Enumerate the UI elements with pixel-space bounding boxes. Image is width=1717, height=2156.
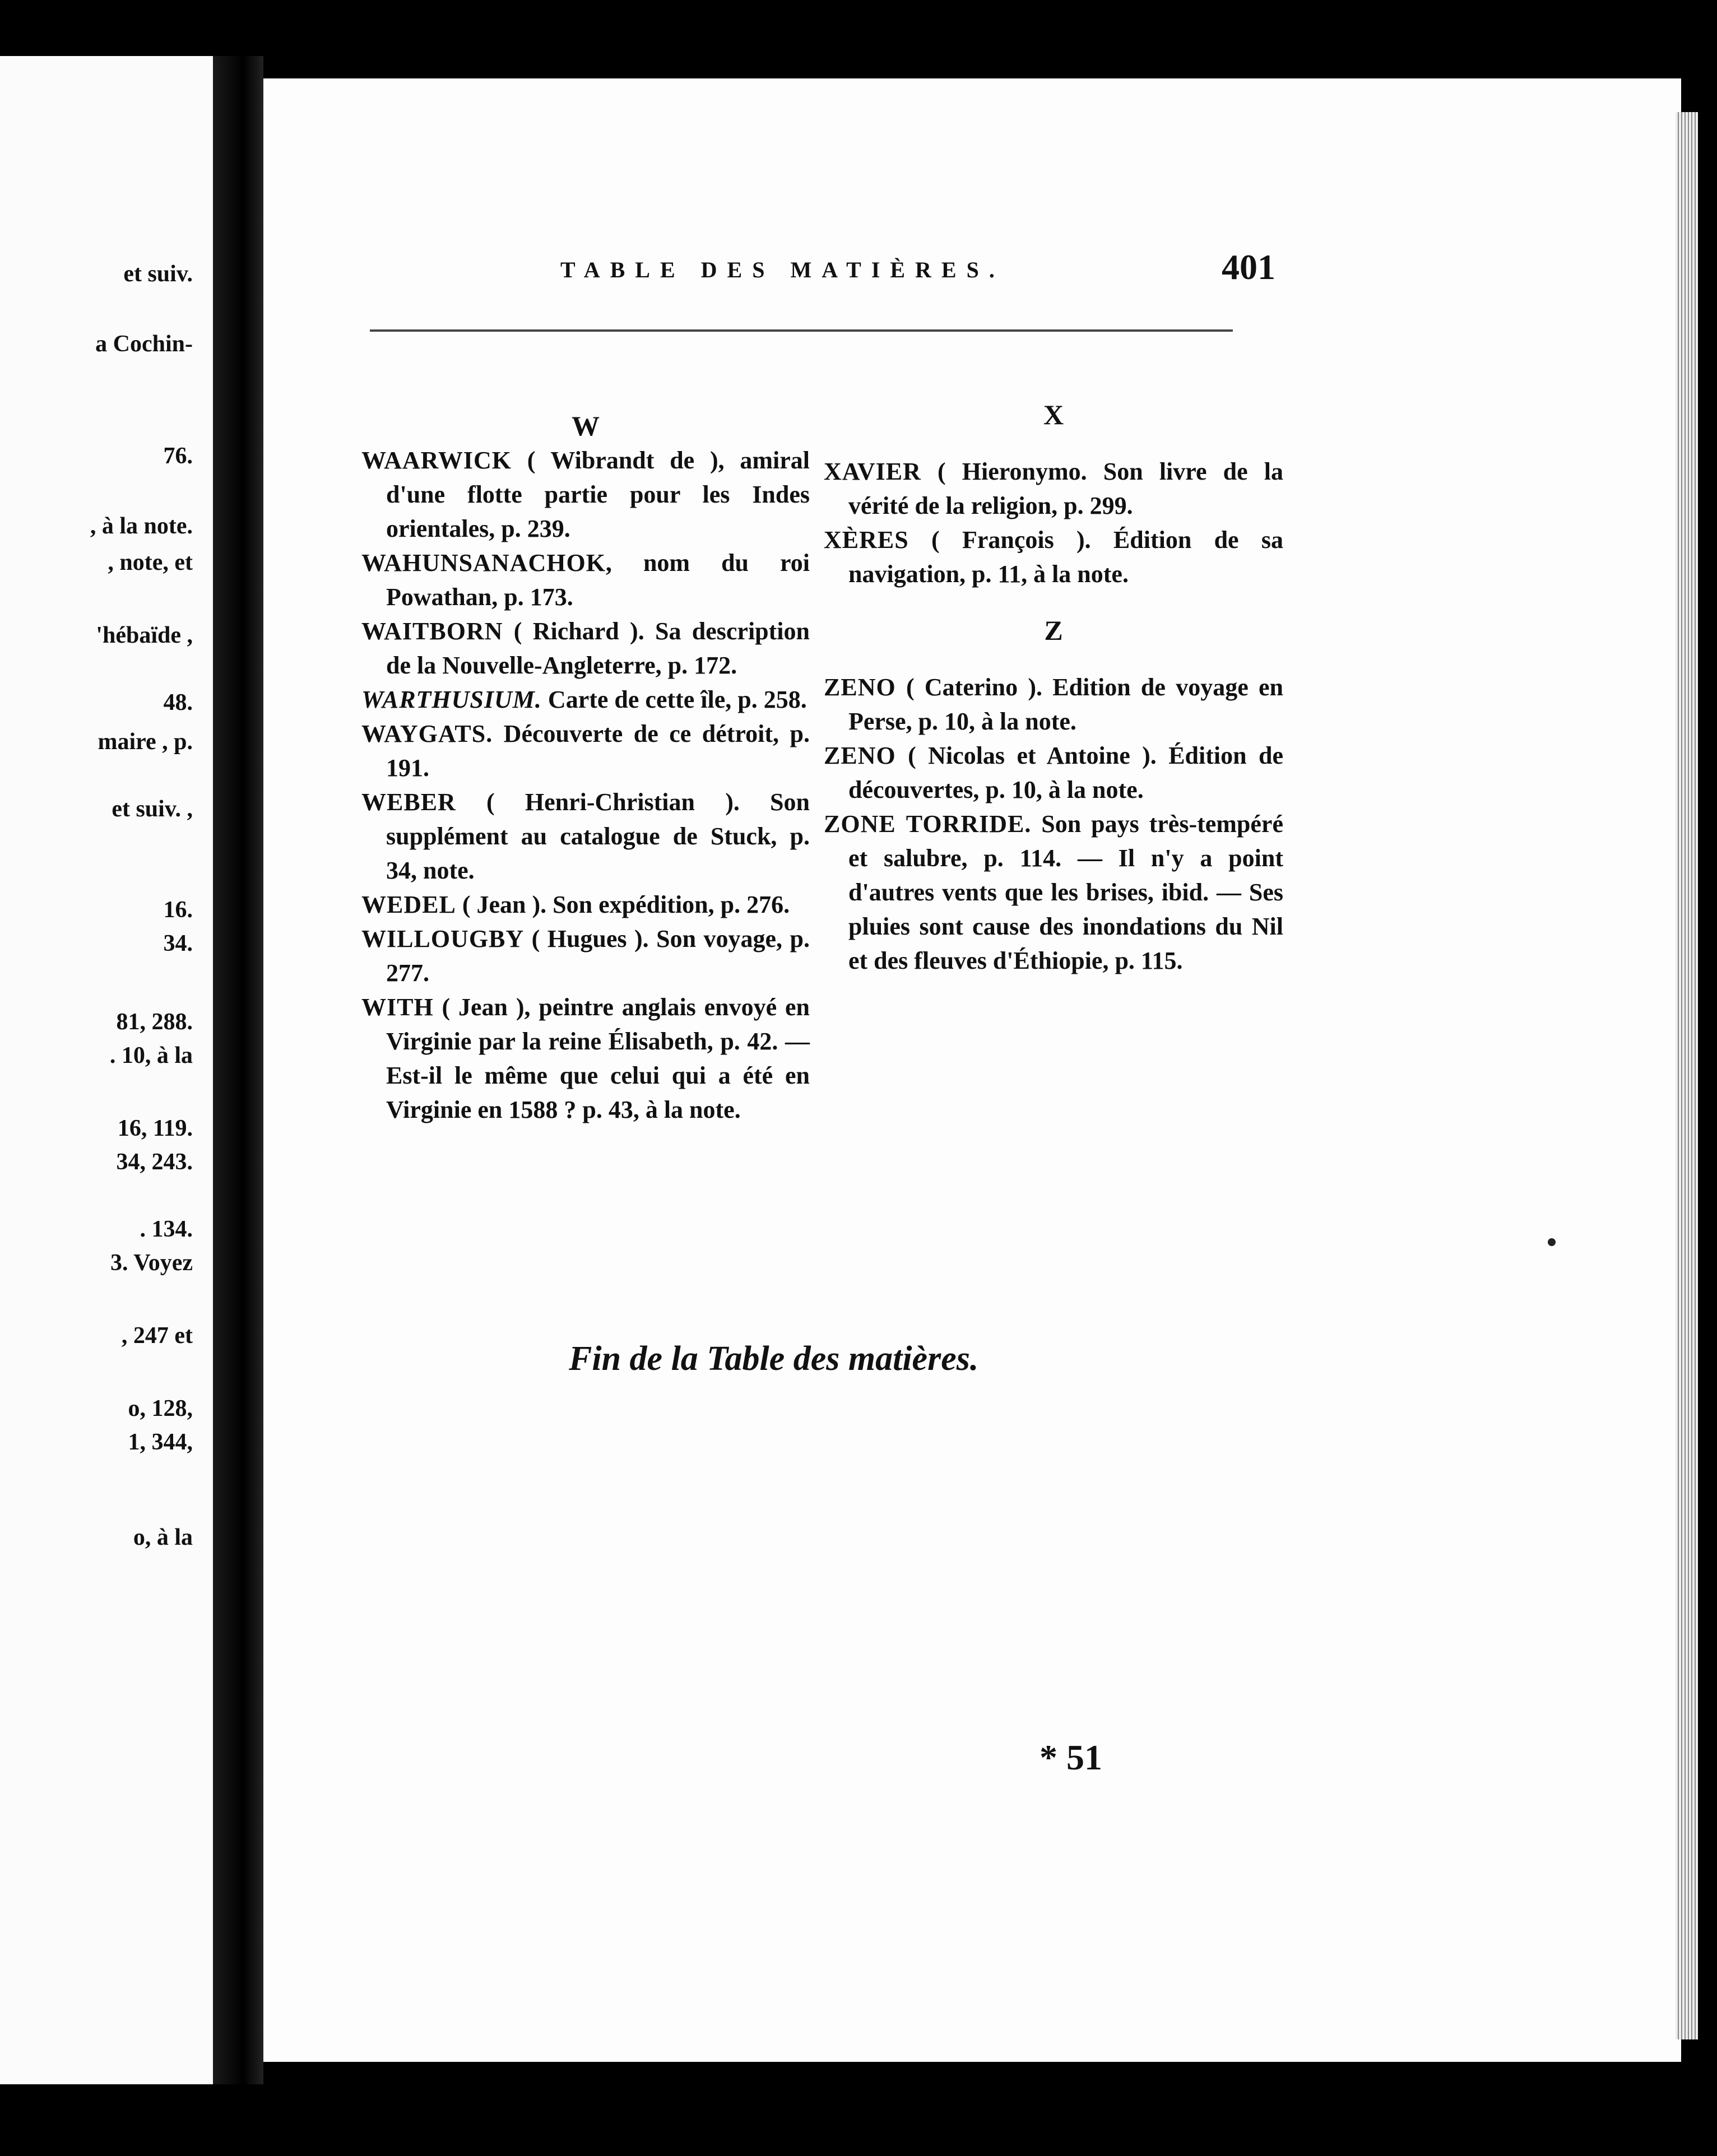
index-entry <box>361 888 810 922</box>
index-entry-text: ( Jean ). Son expédition, p. 276. <box>456 891 790 918</box>
index-entry-head: WAARWICK <box>361 447 512 474</box>
index-entry-head: WAITBORN <box>361 617 503 645</box>
facing-page <box>0 56 213 2084</box>
index-entry <box>824 454 1283 523</box>
facing-page-fragment: . 134. <box>140 1216 193 1242</box>
index-entry-text: ( Nicolas et Antoine ). Édition de découvertes, p. 10, à la note. <box>848 742 1283 803</box>
index-entry-text: ( Hugues ). Son voyage, p. 277. <box>386 925 810 987</box>
signature-mark: * 51 <box>1040 1737 1102 1777</box>
facing-page-fragment: , note, et <box>108 550 193 575</box>
ink-speck <box>1548 1238 1556 1246</box>
facing-page-fragment: 'hébaïde , <box>96 622 193 648</box>
index-entry <box>361 922 810 990</box>
index-entry-text: Carte de cette île, p. 258. <box>541 686 807 713</box>
facing-page-fragment: o, 128, <box>128 1396 193 1421</box>
index-entry-head: WEDEL <box>361 891 456 918</box>
section-w-entries <box>361 443 810 1127</box>
facing-page-fragment: et suiv. , <box>112 796 193 822</box>
index-entry-text: ( Henri-Christian ). Son supplément au catalogue de Stuck, p. 34, note. <box>386 788 810 884</box>
index-entry-head: XAVIER <box>824 458 921 485</box>
index-entry-head: WILLOUGBY <box>361 925 525 952</box>
running-head-title: TABLE DES MATIÈRES. <box>560 257 1005 282</box>
running-head-rule <box>370 329 1233 332</box>
index-entry-text: Son pays très-tempéré et salubre, p. 114. — Il n'y a point d'autres vents que les brises, ibid. — Ses pluies sont cause des inondations du Nil et des fleuves d'Éthiopie, p. 115. <box>848 810 1283 974</box>
facing-page-fragment: a Cochin- <box>95 331 193 357</box>
book-page <box>263 78 1681 2062</box>
facing-page-fragment: et suiv. <box>123 261 193 287</box>
index-entry-head: WAHUNSANACHOK <box>361 549 606 577</box>
facing-page-fragment: . 10, à la <box>109 1043 193 1068</box>
index-entry-head: WAYGATS. <box>361 720 493 747</box>
facing-page-fragment: 16. <box>163 897 193 923</box>
section-letter-x: X <box>1043 399 1064 430</box>
index-entry-head: WEBER <box>361 788 456 816</box>
closing-line: Fin de la Table des matières. <box>569 1340 979 1378</box>
index-entry-head: ZONE TORRIDE. <box>824 810 1032 838</box>
index-entry <box>824 807 1283 978</box>
index-entry-head: XÈRES <box>824 526 909 554</box>
index-entry-text: ( Wibrandt de ), amiral d'une flotte partie pour les Indes orientales, p. 239. <box>386 447 810 542</box>
index-entry <box>824 670 1283 738</box>
page-edge <box>1676 112 1698 2039</box>
binding-gutter <box>213 56 263 2084</box>
facing-page-fragment: maire , p. <box>98 729 193 755</box>
section-letter-z: Z <box>1044 615 1063 646</box>
index-entry <box>361 717 810 785</box>
index-entry-text: , nom du roi Powathan, p. 173. <box>386 549 810 611</box>
facing-page-fragment: , 247 et <box>121 1323 193 1349</box>
index-column-right <box>824 375 1283 978</box>
index-entry-text: ( Jean ), peintre anglais envoyé en Virginie par la reine Élisabeth, p. 42. — Est-il le même que celui qui a été en Virginie en 1588 ? p. 43, à la note. <box>386 993 810 1123</box>
index-entry-head: ZENO <box>824 673 896 701</box>
index-entry-head: ZENO <box>824 742 896 769</box>
facing-page-fragment: 34. <box>163 931 193 956</box>
facing-page-fragment: , à la note. <box>90 513 193 539</box>
facing-page-fragment: o, à la <box>133 1525 193 1550</box>
index-entry-text: ( François ). Édition de sa navigation, p. 11, à la note. <box>848 526 1283 588</box>
facing-page-fragment: 81, 288. <box>116 1009 193 1035</box>
index-entry-text: ( Hieronymo. Son livre de la vérité de la religion, p. 299. <box>848 458 1283 519</box>
index-entry <box>824 523 1283 591</box>
facing-page-fragment: 16, 119. <box>117 1116 193 1141</box>
page-number: 401 <box>1222 247 1275 287</box>
index-entry <box>361 990 810 1127</box>
index-entry-text: Découverte de ce détroit, p. 191. <box>386 720 810 782</box>
index-entry-text: ( Caterino ). Edition de voyage en Perse, p. 10, à la note. <box>848 673 1283 735</box>
index-entry-head: WARTHUSIUM. <box>361 686 542 713</box>
index-entry <box>361 682 810 717</box>
facing-page-fragment: 48. <box>163 690 193 715</box>
facing-page-fragment: 3. Voyez <box>110 1250 193 1276</box>
facing-page-fragment: 34, 243. <box>116 1149 193 1175</box>
index-entry <box>361 443 810 546</box>
index-entry <box>361 785 810 888</box>
section-x-entries <box>824 454 1283 591</box>
index-entry <box>361 614 810 682</box>
section-letter-w: W <box>572 410 600 442</box>
index-entry <box>361 546 810 614</box>
index-entry <box>824 738 1283 807</box>
facing-page-fragment: 1, 344, <box>128 1429 193 1455</box>
facing-page-fragment: 76. <box>163 443 193 469</box>
index-entry-head: WITH <box>361 993 434 1021</box>
index-column-left <box>361 409 810 1127</box>
index-entry-text: ( Richard ). Sa description de la Nouvelle-Angleterre, p. 172. <box>386 617 810 679</box>
section-z-entries <box>824 670 1283 978</box>
